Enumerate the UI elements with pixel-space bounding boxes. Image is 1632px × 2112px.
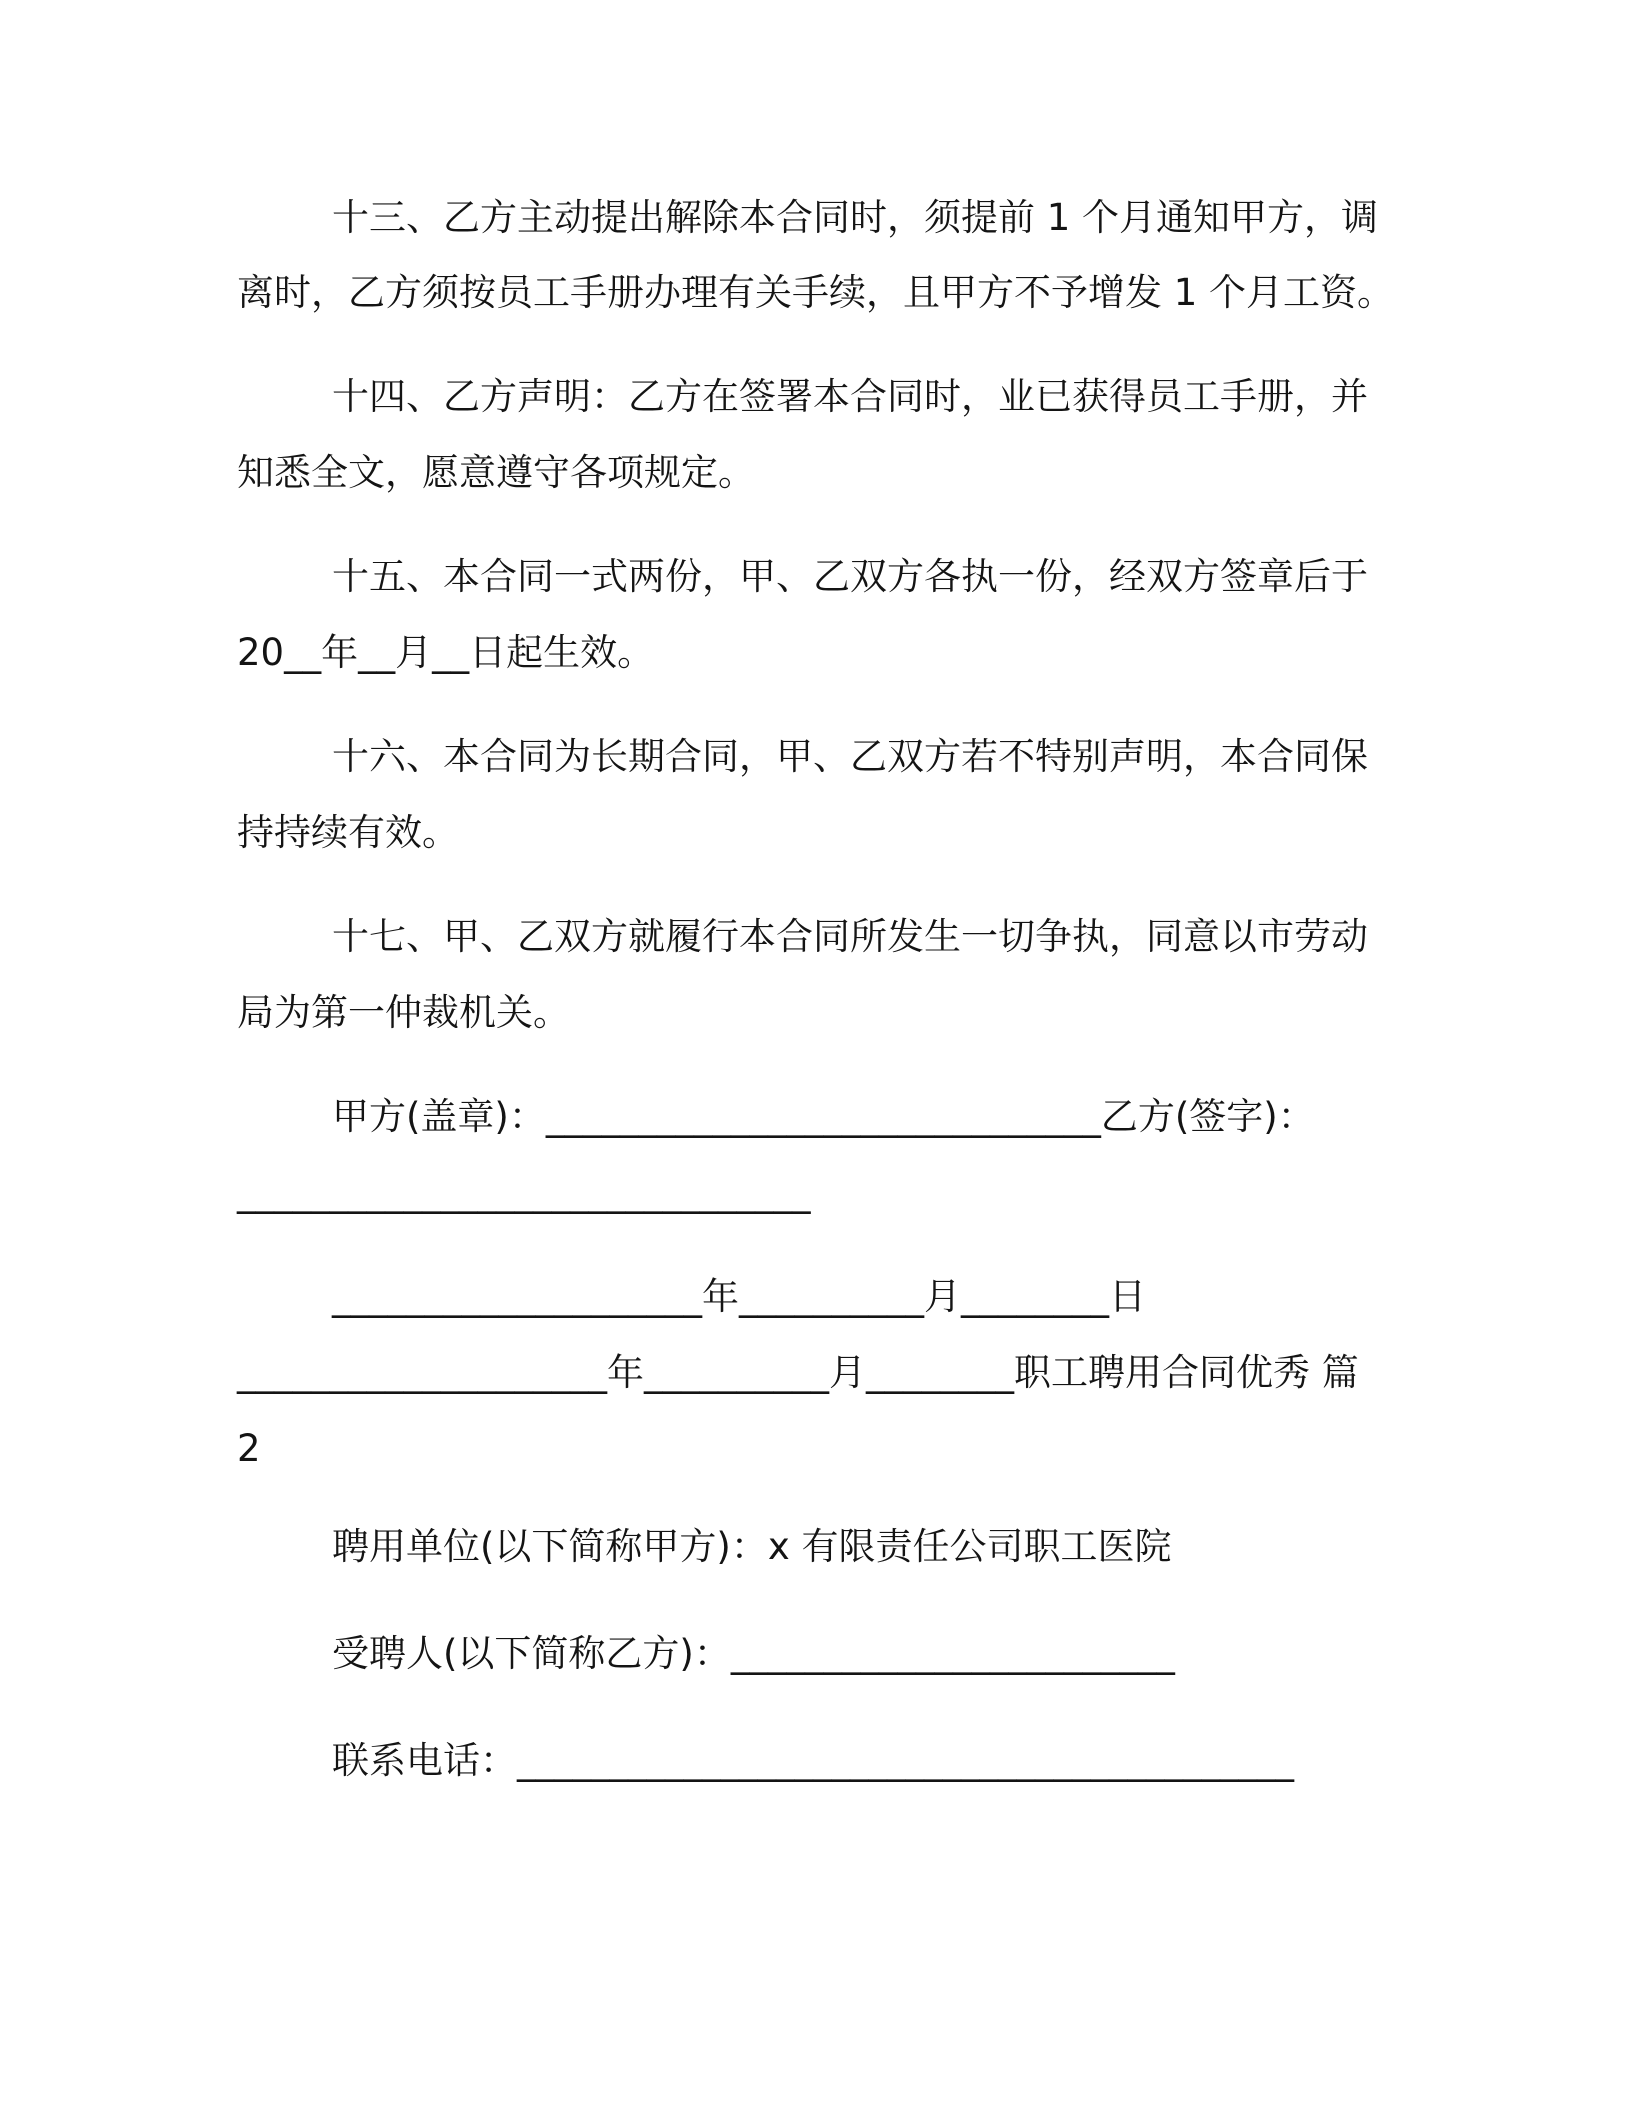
clause-13-line-2: 离时，乙方须按员工手册办理有关手续，且甲方不予增发 1 个月工资。 <box>237 271 1395 314</box>
clause-14-line-2: 知悉全文，愿意遵守各项规定。 <box>237 451 755 494</box>
clause-15-line-1: 十五、本合同一式两份，甲、乙双方各执一份，经双方签章后于 <box>332 555 1368 598</box>
date-line-2-with-title: ____________________年__________月________职工聘用合同优秀 篇 <box>237 1351 1359 1394</box>
clause-16-line-1: 十六、本合同为长期合同，甲、乙双方若不特别声明，本合同保 <box>332 735 1368 778</box>
signature-line: 甲方(盖章)：______________________________乙方(签字)： <box>332 1095 1315 1138</box>
clause-13-line-1: 十三、乙方主动提出解除本合同时，须提前 1 个月通知甲方，调 <box>332 196 1379 239</box>
clause-17-line-2: 局为第一仲裁机关。 <box>237 991 570 1034</box>
clause-16-line-2: 持持续有效。 <box>237 811 459 854</box>
section-number: 2 <box>237 1427 261 1470</box>
clause-14-line-1: 十四、乙方声明：乙方在签署本合同时，业已获得员工手册，并 <box>332 375 1368 418</box>
date-line-1: ____________________年__________月________日 <box>332 1275 1146 1318</box>
employer-line: 聘用单位(以下简称甲方)：x 有限责任公司职工医院 <box>332 1525 1172 1568</box>
employee-line: 受聘人(以下简称乙方)：________________________ <box>332 1632 1175 1675</box>
clause-17-line-1: 十七、甲、乙双方就履行本合同所发生一切争执，同意以市劳动 <box>332 915 1368 958</box>
phone-line: 联系电话：__________________________________________ <box>332 1739 1294 1782</box>
clause-15-line-2: 20__年__月__日起生效。 <box>237 631 655 674</box>
signature-line-continued: _______________________________ <box>237 1171 811 1214</box>
